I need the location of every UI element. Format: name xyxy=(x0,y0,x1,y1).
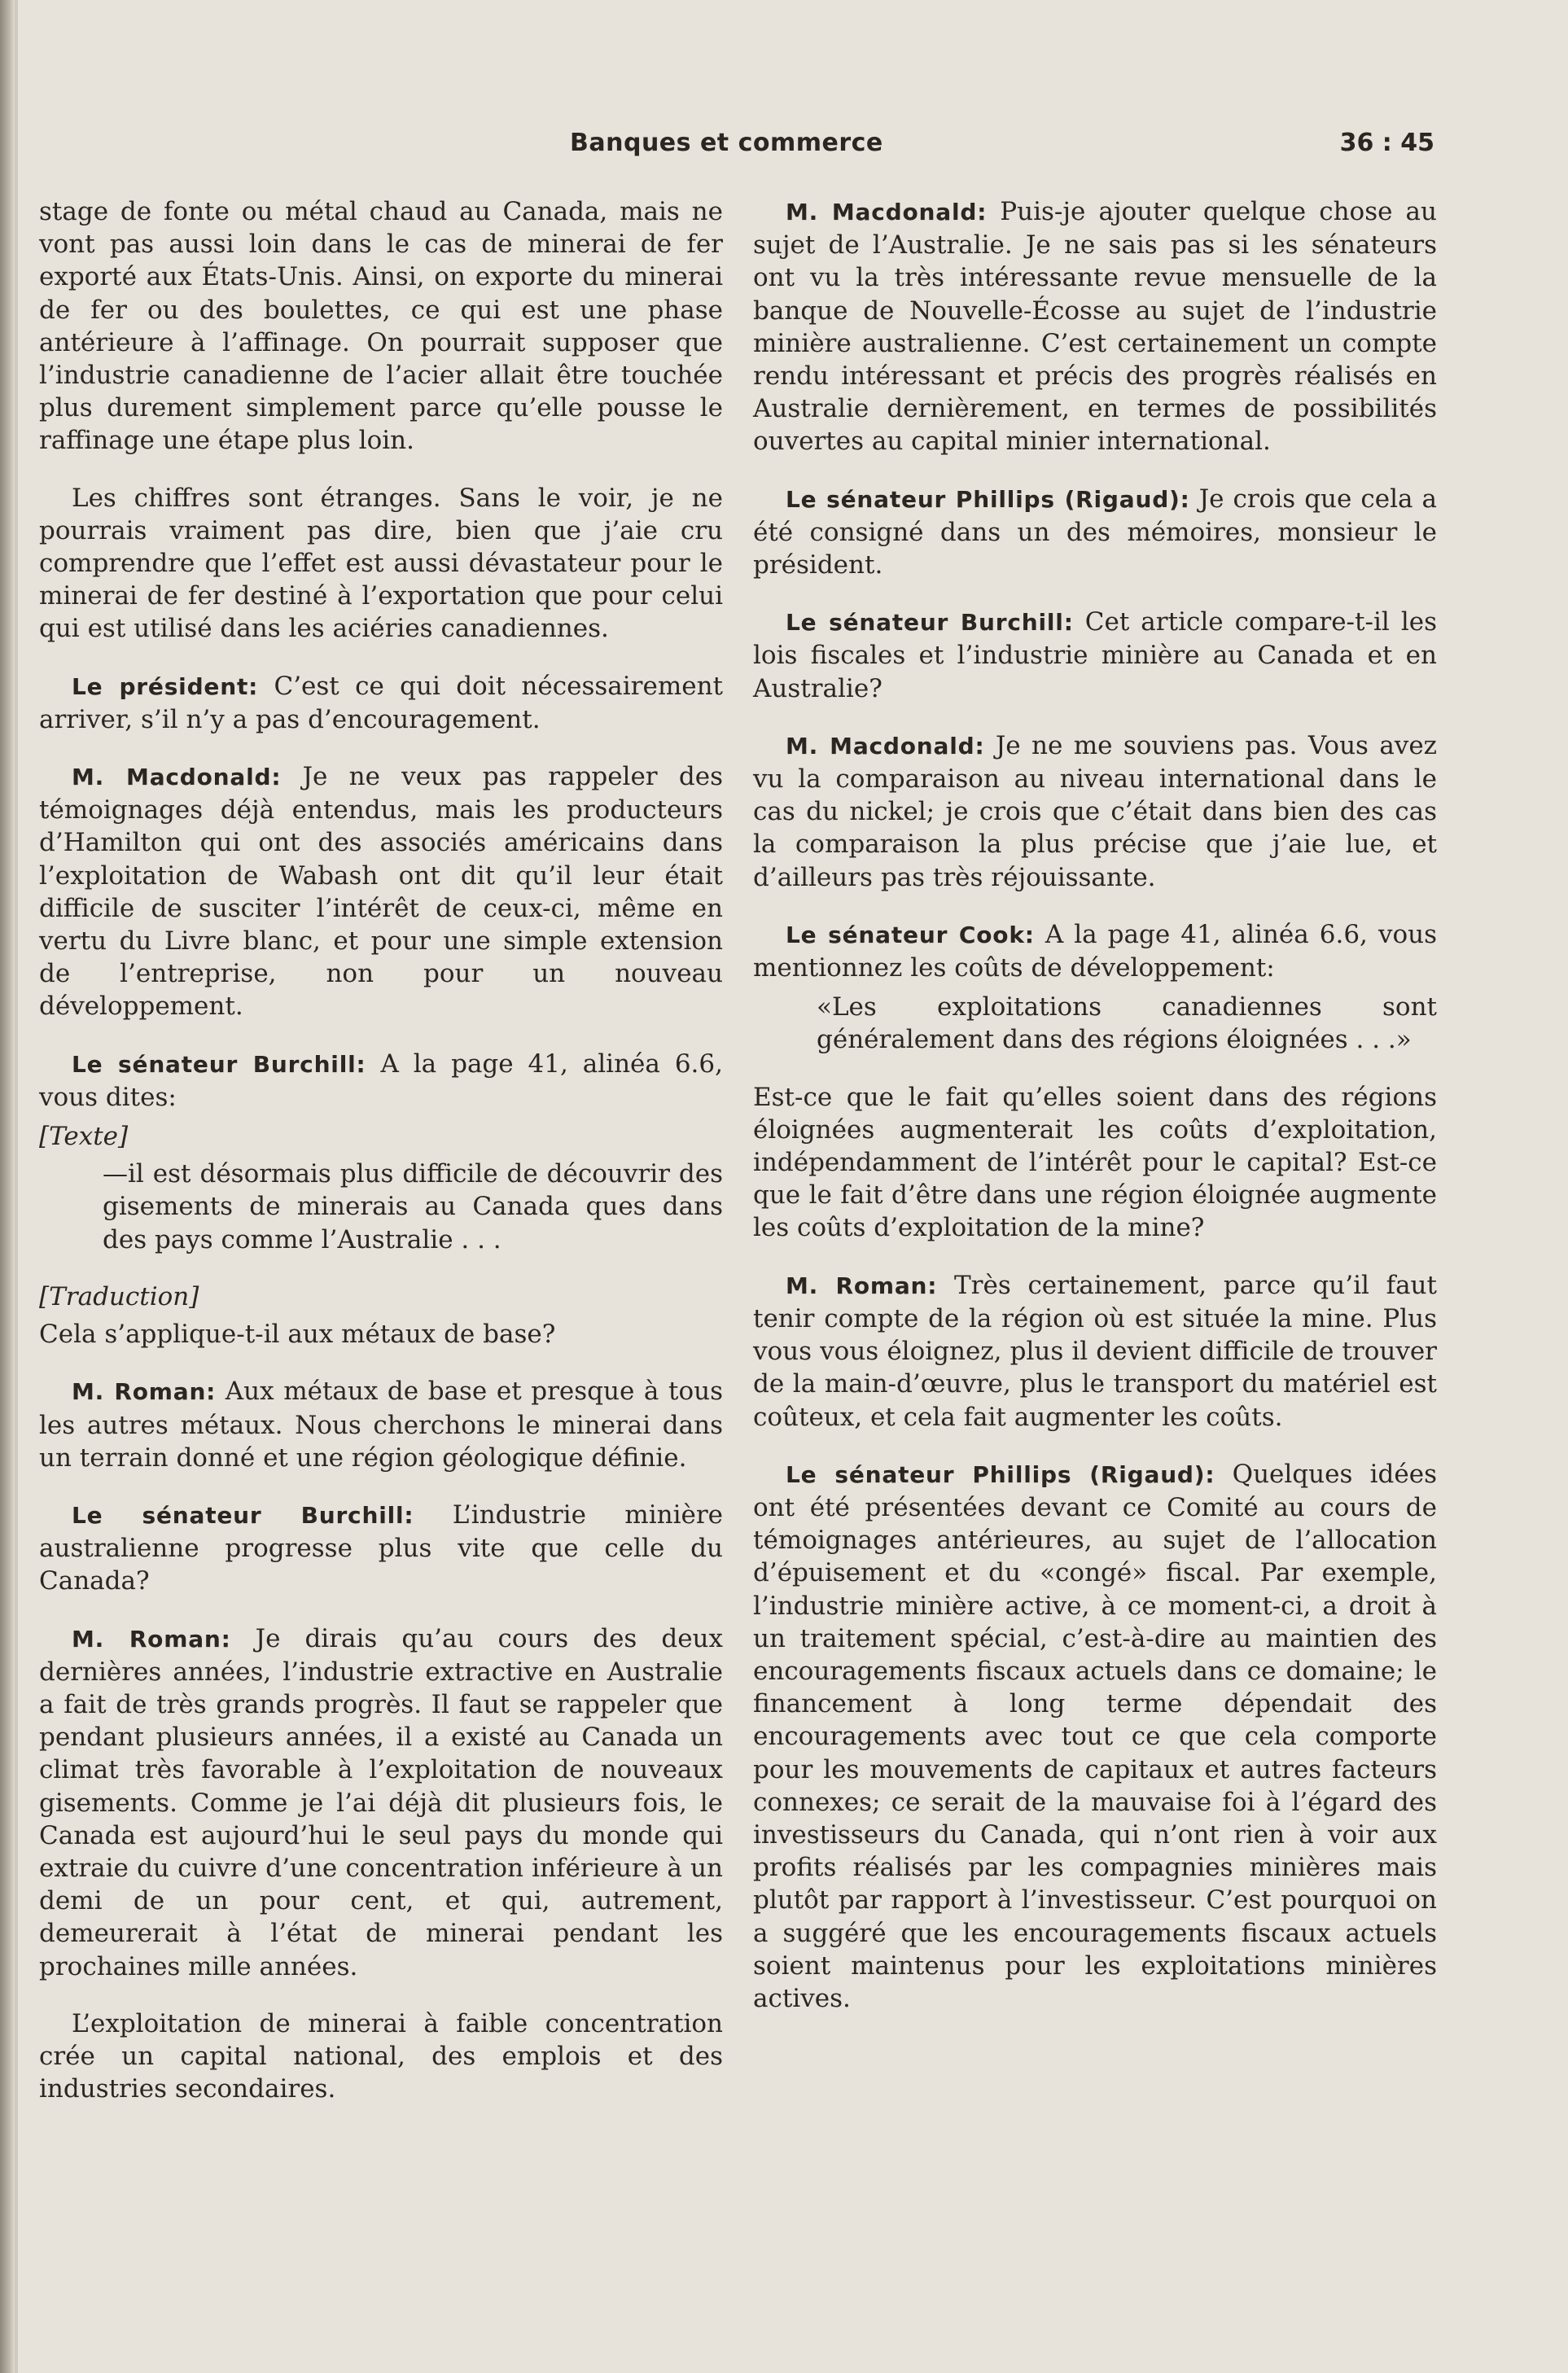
speech-paragraph xyxy=(753,606,1437,705)
language-tag: [Traduction] xyxy=(39,1281,199,1311)
block-quote: «Les exploitations canadiennes sont généralement dans des régions éloignées . . .» xyxy=(817,992,1437,1055)
speaker-name: Le sénateur Burchill: xyxy=(72,1501,414,1529)
speaker-name: M. Macdonald: xyxy=(72,764,282,791)
speech-text: L’industrie minière australienne progresse plus vite que celle du Canada? xyxy=(39,1500,724,1596)
speech-text: Cet article compare-t-il les lois fiscales et l’industrie minière au Canada et en Australie? xyxy=(753,607,1437,703)
continued-paragraph: stage de fonte ou métal chaud au Canada, mais ne vont pas aussi loin dans le cas de minerai de fer exporté aux États-Unis. Ainsi, on exporte du minerai de fer ou des boulettes, ce qui est une phase antérieure à l’affinage. On pourrait supposer que l’industrie canadienne de l’acier allait être touchée plus durement simplement parce qu’elle pousse le raffinage une étape plus loin. xyxy=(39,197,723,456)
speech-paragraph xyxy=(39,1622,723,1983)
body-paragraph: L’exploitation de minerai à faible concentration crée un capital national, des emplois et des industries secondaires. xyxy=(39,2008,723,2104)
header-title: Banques et commerce xyxy=(570,129,883,157)
speech-paragraph xyxy=(753,1269,1437,1434)
speech-paragraph xyxy=(39,1048,723,1114)
speech-text: A la page 41, alinéa 6.6, vous mentionnez les coûts de développement: xyxy=(753,919,1437,983)
speech-paragraph xyxy=(39,670,723,736)
page-binding-edge xyxy=(0,0,15,2373)
speaker-name: Le sénateur Phillips (Rigaud): xyxy=(786,1460,1215,1488)
speech-paragraph xyxy=(753,195,1437,458)
speaker-name: Le sénateur Cook: xyxy=(786,921,1035,948)
language-tag: [Texte] xyxy=(39,1122,129,1152)
speech-paragraph xyxy=(753,729,1437,894)
speech-paragraph xyxy=(753,918,1437,984)
speech-paragraph xyxy=(39,760,723,1023)
page-binding-shadow xyxy=(15,0,18,2373)
speech-text: Très certainement, parce qu’il faut tenir compte de la région où est située la mine. Plus vous vous éloignez, plus il devient difficile de trouver de la main-d’œuvre, plus le transport du matériel est coûteux, et cela fait augmenter les coûts. xyxy=(753,1270,1437,1432)
speaker-name: M. Roman: xyxy=(72,1378,217,1406)
speaker-name: Le sénateur Burchill: xyxy=(786,609,1074,637)
speech-text: Aux métaux de base et presque à tous les autres métaux. Nous cherchons le minerai dans un terrain donné et une région géologique définie. xyxy=(39,1377,723,1473)
speaker-name: Le sénateur Phillips (Rigaud): xyxy=(786,485,1190,513)
speaker-name: Le sénateur Burchill: xyxy=(72,1050,366,1078)
speaker-name: Le président: xyxy=(72,672,259,700)
speech-text: Je ne me souviens pas. Vous avez vu la comparaison au niveau international dans le cas du nickel; je crois que c’était dans bien des cas la comparaison la plus précise que j’aie lue, et d’ailleurs pas très réjouissante. xyxy=(753,730,1438,892)
speech-paragraph xyxy=(39,1375,723,1474)
body-paragraph: Les chiffres sont étranges. Sans le voir, je ne pourrais vraiment pas dire, bien que j’aie cru comprendre que l’effet est aussi dévastateur pour le minerai de fer destiné à l’exportation que pour celui qui est utilisé dans les aciéries canadiennes. xyxy=(39,483,723,644)
page-number: 36 : 45 xyxy=(1339,129,1434,157)
speech-text: Je crois que cela a été consigné dans un des mémoires, monsieur le président. xyxy=(753,484,1437,580)
block-quote: —il est désormais plus difficile de découvrir des gisements de minerais au Canada ques dans des pays comme l’Australie . . . xyxy=(103,1159,723,1254)
speech-text: Puis-je ajouter quelque chose au sujet de l’Australie. Je ne sais pas si les sénateurs ont vu la très intéressante revue mensuelle de la banque de Nouvelle-Écosse au sujet de l’industrie minière australienne. C’est certainement un compte rendu intéressant et précis des progrès réalisés en Australie dernièrement, en termes de possibilités ouvertes au capital minier international. xyxy=(753,197,1437,457)
speech-text: Quelques idées ont été présentées devant ce Comité au cours de témoignages antérieures, au sujet de l’allocation d’épuisement et du «congé» fiscal. Par exemple, l’industrie minière active, à ce moment-ci, a droit à un traitement spécial, c’est-à-dire au maintien des encouragements fiscaux actuels dans ce domaine; le financement à long terme dépendait des encouragements avec tout ce que cela comporte pour les mouvements de capitaux et autres facteurs connexes; ce serait de la mauvaise foi à l’égard des investisseurs du Canada, qui n’ont rien à voir aux profits réalisés par les compagnies minières mais plutôt par rapport à l’investisseur. C’est pourquoi on a suggéré que les encouragements fiscaux actuels soient maintenus pour les exploitations minières actives. xyxy=(753,1459,1437,2013)
running-header xyxy=(0,129,1568,161)
speaker-name: M. Macdonald: xyxy=(786,732,985,760)
right-column xyxy=(753,195,1437,2039)
left-column xyxy=(39,195,723,2130)
continued-paragraph: Est-ce que le fait qu’elles soient dans des régions éloignées augmenterait les coûts d’exploitation, indépendamment de l’intérêt pour le capital? Est-ce que le fait d’être dans une région éloignée augmente les coûts d’exploitation de la mine? xyxy=(753,1082,1437,1243)
speech-paragraph xyxy=(753,1458,1437,2015)
speech-text: Je dirais qu’au cours des deux dernières années, l’industrie extractive en Australie a fait de très grands progrès. Il faut se rappeler que pendant plusieurs années, il a existé au Canada un climat très favorable à l’exploitation de nouveaux gisements. Comme je l’ai déjà dit plusieurs fois, le Canada est aujourd’hui le seul pays du monde qui extraie du cuivre d’une concentration inférieure à un demi de un pour cent, et qui, autrement, demeurerait à l’état de minerai pendant les prochaines mille années. xyxy=(39,1623,723,1981)
speech-text: C’est ce qui doit nécessairement arriver, s’il n’y a pas d’encouragement. xyxy=(39,671,723,734)
speech-text: A la page 41, alinéa 6.6, vous dites: xyxy=(39,1049,723,1112)
speech-paragraph xyxy=(753,483,1437,582)
speech-paragraph xyxy=(39,1499,723,1598)
speaker-name: M. Roman: xyxy=(72,1625,231,1653)
speech-text: Je ne veux pas rappeler des témoignages déjà entendus, mais les producteurs d’Hamilton qui ont des associés américains dans l’exploitation de Wabash ont dit qu’il leur était difficile de susciter l’intérêt de ceux-ci, même en vertu du Livre blanc, et pour une simple extension de l’entreprise, non pour un nouveau développement. xyxy=(39,762,723,1022)
speaker-name: M. Roman: xyxy=(786,1272,938,1299)
continued-paragraph: Cela s’applique-t-il aux métaux de base? xyxy=(39,1320,556,1350)
speaker-name: M. Macdonald: xyxy=(786,199,988,225)
